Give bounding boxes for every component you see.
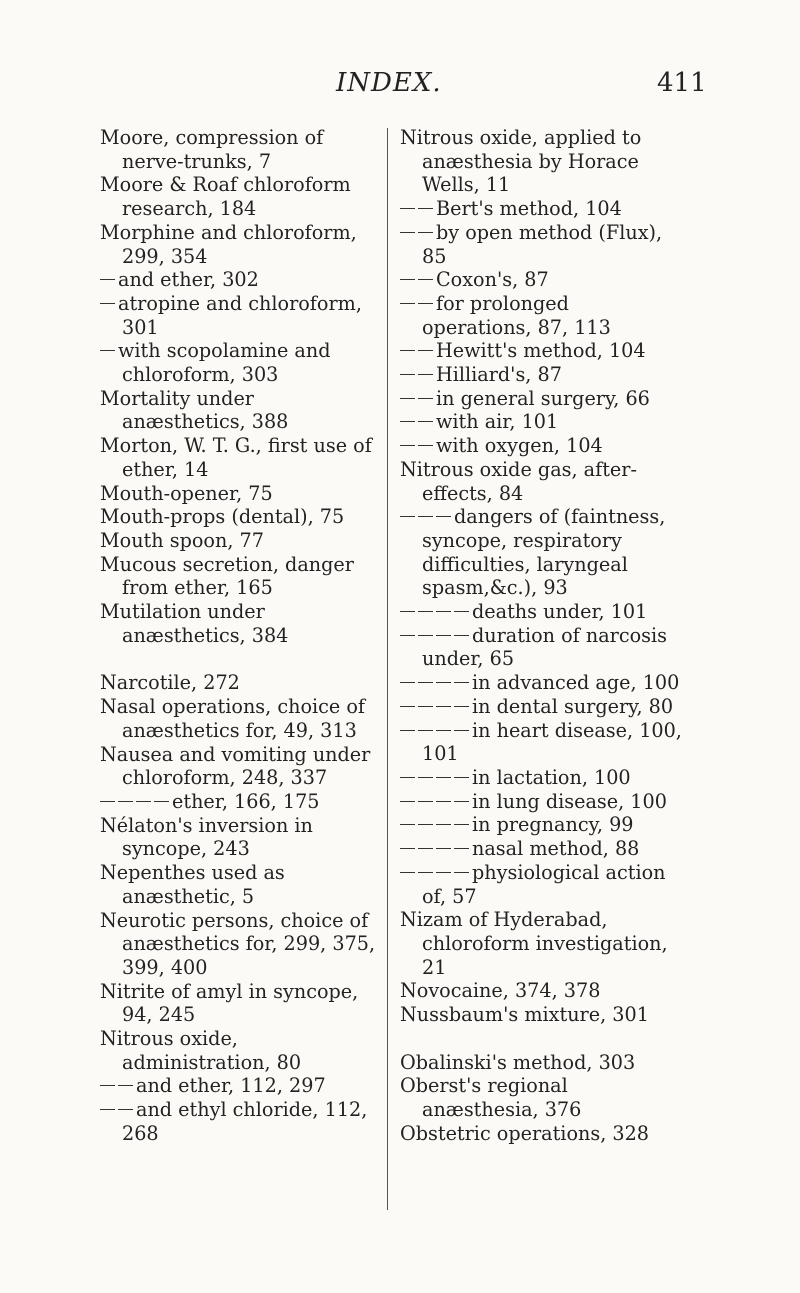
- index-entry: [100, 909, 382, 980]
- ditto-dash: [400, 445, 415, 446]
- index-entry: [400, 292, 682, 339]
- index-entry: [400, 434, 682, 458]
- index-entry: [100, 339, 382, 386]
- index-entry: [100, 529, 382, 553]
- ditto-dash: [454, 682, 469, 683]
- ditto-dash: [400, 824, 415, 825]
- index-entry: [400, 766, 682, 790]
- ditto-dash: [400, 303, 415, 304]
- entry-text: Mutilation under anæsthetics, 384: [100, 600, 289, 647]
- entry-text: physiological action of, 57: [422, 860, 666, 908]
- ditto-dash: [436, 872, 451, 873]
- entry-text: ether, 166, 175: [172, 789, 320, 813]
- ditto-dash: [418, 848, 433, 849]
- entry-text: with scopolamine and chloroform, 303: [118, 339, 331, 387]
- entry-text: with oxygen, 104: [436, 434, 603, 458]
- section-gap: [400, 1027, 682, 1051]
- index-entry: [100, 743, 382, 790]
- entry-text: Nitrous oxide, applied to anæsthesia by Horace Wells, 11: [400, 126, 642, 197]
- index-entry: [400, 908, 682, 979]
- ditto-dash: [418, 730, 433, 731]
- entry-text: Nepenthes used as anæsthetic, 5: [100, 861, 285, 908]
- entry-text: in dental surgery, 80: [472, 694, 674, 718]
- ditto-dash: [400, 801, 415, 802]
- ditto-dash: [100, 1085, 115, 1086]
- index-entry: [100, 434, 382, 481]
- ditto-dash: [400, 350, 415, 351]
- ditto-dash: [400, 208, 415, 209]
- ditto-dash: [418, 801, 433, 802]
- ditto-dash: [454, 611, 469, 612]
- ditto-dash: [400, 279, 415, 280]
- ditto-dash: [436, 516, 451, 517]
- column-divider: [387, 128, 388, 1210]
- ditto-dash: [400, 777, 415, 778]
- ditto-dash: [400, 374, 415, 375]
- ditto-dash: [436, 824, 451, 825]
- index-entry: [400, 624, 682, 671]
- index-entry: [400, 837, 682, 861]
- entry-text: Hewitt's method, 104: [436, 339, 646, 363]
- index-entry: [100, 1074, 382, 1098]
- entry-text: in lung disease, 100: [472, 789, 667, 813]
- ditto-dash: [454, 777, 469, 778]
- index-entry: [400, 695, 682, 719]
- ditto-dash: [100, 350, 115, 351]
- ditto-dash: [418, 872, 433, 873]
- index-entry: [100, 292, 382, 339]
- ditto-dash: [400, 730, 415, 731]
- entry-text: duration of narcosis under, 65: [422, 623, 667, 671]
- ditto-dash: [454, 824, 469, 825]
- ditto-dash: [400, 611, 415, 612]
- page-header: [0, 68, 800, 102]
- entry-text: and ethyl chloride, 112, 268: [122, 1098, 368, 1145]
- ditto-dash: [436, 635, 451, 636]
- ditto-dash: [418, 777, 433, 778]
- index-entry: [400, 1003, 682, 1027]
- index-entry: [400, 505, 682, 600]
- index-entry: [100, 268, 382, 292]
- index-entry: [400, 339, 682, 363]
- ditto-dash: [418, 303, 433, 304]
- index-entry: [400, 1051, 682, 1075]
- index-entry: [400, 861, 682, 908]
- section-gap: [100, 647, 382, 671]
- ditto-dash: [100, 303, 115, 304]
- index-entry: [400, 268, 682, 292]
- entry-text: Mouth spoon, 77: [100, 528, 264, 552]
- index-entry: [100, 173, 382, 220]
- ditto-dash: [454, 730, 469, 731]
- index-entry: [400, 126, 682, 197]
- ditto-dash: [454, 801, 469, 802]
- index-entry: [400, 1074, 682, 1121]
- ditto-dash: [418, 232, 433, 233]
- ditto-dash: [400, 848, 415, 849]
- index-entry: [100, 1098, 382, 1145]
- index-entry: [100, 790, 382, 814]
- ditto-dash: [418, 635, 433, 636]
- ditto-dash: [400, 398, 415, 399]
- entry-text: Oberst's regional anæsthesia, 376: [400, 1074, 582, 1122]
- entry-text: Mouth-props (dental), 75: [100, 505, 345, 529]
- entry-text: Neurotic persons, choice of anæsthetics for, 299, 375, 399, 400: [100, 908, 376, 979]
- entry-text: Nitrous oxide gas, after-effects, 84: [400, 457, 637, 505]
- ditto-dash: [400, 232, 415, 233]
- ditto-dash: [100, 279, 115, 280]
- page-number: 411: [657, 68, 707, 98]
- entry-text: in general surgery, 66: [436, 386, 650, 410]
- index-entry: [400, 719, 682, 766]
- entry-text: for prolonged operations, 87, 113: [422, 291, 611, 339]
- ditto-dash: [400, 635, 415, 636]
- ditto-dash: [418, 421, 433, 422]
- entry-text: Nausea and vomiting under chloroform, 248, 337: [100, 742, 371, 790]
- ditto-dash: [418, 208, 433, 209]
- entry-text: Novocaine, 374, 378: [400, 979, 601, 1003]
- ditto-dash: [400, 421, 415, 422]
- index-entry: [100, 671, 382, 695]
- index-entry: [100, 387, 382, 434]
- ditto-dash: [418, 611, 433, 612]
- entry-text: in lactation, 100: [472, 765, 631, 789]
- entry-text: and ether, 302: [118, 268, 259, 292]
- ditto-dash: [454, 706, 469, 707]
- ditto-dash: [436, 730, 451, 731]
- ditto-dash: [454, 872, 469, 873]
- ditto-dash: [400, 706, 415, 707]
- ditto-dash: [418, 682, 433, 683]
- entry-text: Obalinski's method, 303: [400, 1050, 636, 1074]
- entry-text: by open method (Flux), 85: [422, 220, 663, 268]
- entry-text: deaths under, 101: [472, 600, 648, 624]
- entry-text: Nasal operations, choice of anæsthetics for, 49, 313: [100, 695, 365, 742]
- entry-text: in advanced age, 100: [472, 671, 680, 695]
- ditto-dash: [418, 398, 433, 399]
- index-entry: [400, 790, 682, 814]
- ditto-dash: [154, 801, 169, 802]
- left-index-column: [100, 126, 382, 1146]
- ditto-dash: [454, 635, 469, 636]
- entry-text: Nizam of Hyderabad, chloroform investigation, 21: [400, 908, 668, 979]
- ditto-dash: [454, 848, 469, 849]
- ditto-dash: [418, 706, 433, 707]
- entry-text: atropine and chloroform, 301: [118, 291, 362, 339]
- ditto-dash: [100, 801, 115, 802]
- index-entry: [400, 1122, 682, 1146]
- ditto-dash: [118, 801, 133, 802]
- entry-text: Nélaton's inversion in syncope, 243: [100, 813, 313, 861]
- entry-text: Morphine and chloroform, 299, 354: [100, 220, 357, 268]
- entry-text: Nussbaum's mixture, 301: [400, 1003, 649, 1027]
- entry-text: dangers of (faintness, syncope, respiratory difficulties, laryngeal spasm,&c.), 93: [422, 505, 666, 600]
- entry-text: Hilliard's, 87: [436, 363, 562, 387]
- entry-text: nasal method, 88: [472, 837, 640, 861]
- index-entry: [100, 482, 382, 506]
- index-entry: [400, 197, 682, 221]
- index-entry: [100, 505, 382, 529]
- ditto-dash: [436, 801, 451, 802]
- entry-text: Mortality under anæsthetics, 388: [100, 386, 289, 434]
- ditto-dash: [118, 1085, 133, 1086]
- index-entry: [100, 695, 382, 742]
- ditto-dash: [400, 872, 415, 873]
- index-entry: [400, 600, 682, 624]
- index-entry: [400, 979, 682, 1003]
- entry-text: Moore, compression of nerve-trunks, 7: [100, 126, 324, 173]
- index-entry: [400, 387, 682, 411]
- index-entry: [400, 671, 682, 695]
- index-entry: [400, 221, 682, 268]
- ditto-dash: [118, 1109, 133, 1110]
- entry-text: Narcotile, 272: [100, 671, 240, 695]
- index-entry: [400, 458, 682, 505]
- ditto-dash: [100, 1109, 115, 1110]
- entry-text: in pregnancy, 99: [472, 813, 634, 837]
- index-entry: [100, 553, 382, 600]
- index-entry: [100, 861, 382, 908]
- ditto-dash: [418, 445, 433, 446]
- index-entry: [100, 126, 382, 173]
- entry-text: Bert's method, 104: [436, 197, 622, 221]
- ditto-dash: [418, 516, 433, 517]
- entry-text: and ether, 112, 297: [136, 1074, 326, 1098]
- index-entry: [400, 410, 682, 434]
- entry-text: with air, 101: [436, 410, 559, 434]
- ditto-dash: [418, 374, 433, 375]
- entry-text: Nitrite of amyl in syncope, 94, 245: [100, 979, 359, 1027]
- entry-text: Mouth-opener, 75: [100, 481, 273, 505]
- ditto-dash: [436, 706, 451, 707]
- index-entry: [100, 1027, 382, 1074]
- ditto-dash: [418, 279, 433, 280]
- ditto-dash: [436, 777, 451, 778]
- entry-text: Morton, W. T. G., first use of ether, 14: [100, 434, 372, 481]
- index-entry: [400, 363, 682, 387]
- ditto-dash: [436, 611, 451, 612]
- entry-text: in heart disease, 100, 101: [422, 718, 682, 766]
- running-title: INDEX.: [336, 68, 442, 98]
- ditto-dash: [418, 824, 433, 825]
- index-entry: [100, 980, 382, 1027]
- right-index-column: [400, 126, 682, 1146]
- ditto-dash: [436, 682, 451, 683]
- ditto-dash: [136, 801, 151, 802]
- index-entry: [100, 814, 382, 861]
- entry-text: Obstetric operations, 328: [400, 1121, 650, 1145]
- ditto-dash: [418, 350, 433, 351]
- ditto-dash: [400, 682, 415, 683]
- entry-text: Mucous secretion, danger from ether, 165: [100, 552, 354, 600]
- entry-text: Moore & Roaf chloroform research, 184: [100, 173, 351, 221]
- index-entry: [400, 813, 682, 837]
- ditto-dash: [436, 848, 451, 849]
- entry-text: Nitrous oxide, administration, 80: [100, 1027, 302, 1074]
- entry-text: Coxon's, 87: [436, 268, 549, 292]
- ditto-dash: [400, 516, 415, 517]
- index-entry: [100, 600, 382, 647]
- index-entry: [100, 221, 382, 268]
